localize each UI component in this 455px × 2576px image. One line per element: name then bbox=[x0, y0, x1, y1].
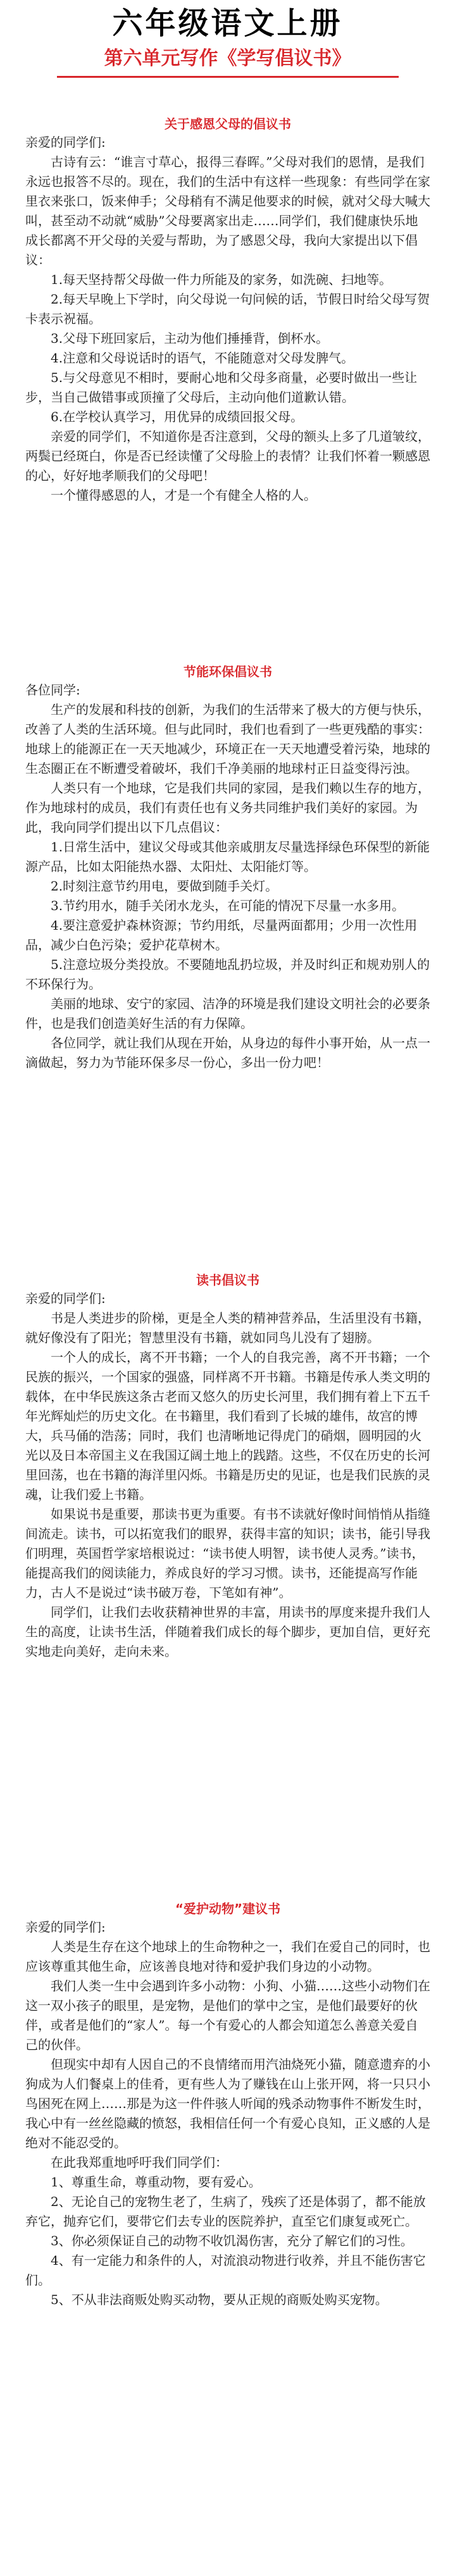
page-header bbox=[0, 0, 455, 115]
essay-title: “爱护动物”建议书 bbox=[175, 1901, 281, 1916]
list-item: 4、有一定能力和条件的人，对流浪动物进行收养，并且不能伤害它们。 bbox=[25, 2253, 426, 2288]
essay-body bbox=[25, 1918, 430, 2310]
list-item: 3.父母下班回家后，主动为他们捶捶背，倒杯水。 bbox=[51, 331, 329, 346]
salutation: 亲爱的同学们: bbox=[25, 1920, 106, 1935]
page-title: 六年级语文上册 bbox=[112, 6, 343, 41]
paragraph: 在此我郑重地呼吁我们同学们： bbox=[51, 2155, 228, 2170]
salutation: 各位同学: bbox=[25, 682, 80, 698]
paragraph: 生产的发展和科技的创新，为我们的生活带来了极大的方便与快乐，改善了人类的生活环境。但与此同时，我们也看到了一些更残酷的事实：地球上的能源正在一天天地减少，环境正在一天天地遭受着污染，地球的生态圈正在不断遭受着破坏，我们千净美丽的地球村正日益变得污浊。 bbox=[25, 702, 430, 776]
essay-title: 节能环保倡议书 bbox=[184, 664, 272, 679]
paragraph: 如果说书是重要，那读书更为重要。有书不读就好像时间悄悄从指缝间流走。读书，可以拓宽我们的眼界，获得丰富的知识；读书，能引导我们明理，英国哲学家培根说过：“读书使人明智，读书使人灵秀。”读书，能提高我们的阅读能力，养成良好的学习习惯。读书，还能提高写作能力，古人不是说过“读书破万卷，下笔如有神”。 bbox=[25, 1507, 430, 1600]
paragraph: 人类只有一个地球，它是我们共同的家园，是我们赖以生存的地方，作为地球村的成员，我们有责任也有义务共同维护我们美好的家园。为此，我向同学们提出以下几点倡议： bbox=[25, 780, 430, 835]
paragraph: 一个懂得感恩的人，才是一个有健全人格的人。 bbox=[51, 488, 316, 503]
list-item: 5.与父母意见不相时，要耐心地和父母多商量，必要时做出一些让步，当自己做错事或顶撞了父母后，主动向他们道歉认错。 bbox=[25, 370, 418, 405]
list-item: 4.要注意爱护森林资源；节约用纸，尽量两面都用；少用一次性用品，减少白色污染；爱护花草树木。 bbox=[25, 918, 418, 952]
paragraph: 书是人类进步的阶梯，更是全人类的精神营养品，生活里没有书籍，就好像没有了阳光；智慧里没有书籍，就如同鸟儿没有了翅膀。 bbox=[25, 1310, 430, 1345]
essay-gratitude bbox=[25, 115, 430, 505]
paragraph: 同学们，让我们去收获精神世界的丰富，用读书的厚度来提升我们人生的高度，让读书生活，伴随着我们成长的每个脚步，更加自信，更好充实地走向美好，走向未来。 bbox=[25, 1605, 430, 1659]
list-item: 6.在学校认真学习，用优异的成绩回报父母。 bbox=[51, 409, 304, 424]
paragraph: 但现实中却有人因自己的不良情绪而用汽油烧死小猫，随意遗弃的小狗成为人们餐桌上的佳肴，更有些人为了赚钱在山上张开网，将一只只小鸟困死在网上……那是为这一件件骇人听闻的残杀动物事件不断发生时，我心中有一丝丝隐藏的愤怒，我相信任何一个有爱心良知，正义感的人是绝对不能忍受的。 bbox=[25, 2057, 430, 2150]
essay-body bbox=[25, 1289, 430, 1661]
list-item: 5、不从非法商贩处购买动物，要从正规的商贩处购买宠物。 bbox=[51, 2292, 388, 2307]
list-item: 2.每天早晚上下学时，向父母说一句问候的话，节假日时给父母写贺卡表示祝福。 bbox=[25, 292, 430, 326]
salutation: 亲爱的同学们: bbox=[25, 135, 106, 150]
paragraph: 美丽的地球、安宁的家园、洁净的环境是我们建设文明社会的必要条件，也是我们创造美好生活的有力保障。 bbox=[25, 996, 430, 1031]
essay-energy-saving bbox=[25, 663, 430, 1073]
essay-body bbox=[25, 133, 430, 505]
list-item: 3.节约用水，随手关闭水龙头，在可能的情况下尽量一水多用。 bbox=[51, 898, 405, 913]
essay-body bbox=[25, 681, 430, 1073]
header-divider bbox=[57, 76, 399, 78]
essay-title: 关于感恩父母的倡议书 bbox=[165, 116, 291, 132]
page-subtitle: 第六单元写作《学写倡议书》 bbox=[104, 47, 351, 70]
paragraph: 亲爱的同学们，不知道你是否注意到，父母的额头上多了几道皱纹，两鬓已经斑白，你是否已经读懂了父母脸上的表情？让我们怀着一颗感恩的心，好好地孝顺我们的父母吧！ bbox=[25, 429, 430, 483]
essay-reading bbox=[25, 1271, 430, 1661]
list-item: 4.注意和父母说话时的语气，不能随意对父母发脾气。 bbox=[51, 350, 354, 366]
list-item: 2.时刻注意节约用电，要做到随手关灯。 bbox=[51, 878, 278, 894]
list-item: 5.注意垃圾分类投放。不要随地乱扔垃圾，并及时纠正和规劝别人的不环保行为。 bbox=[25, 957, 430, 992]
list-item: 2、无论自己的宠物生老了，生病了，残疾了还是体弱了，都不能放弃它，抛弃它们，要带它们去专业的医院养护，直至它们康复或死亡。 bbox=[25, 2194, 426, 2229]
salutation: 亲爱的同学们: bbox=[25, 1291, 106, 1306]
paragraph: 人类是生存在这个地球上的生命物种之一，我们在爱自己的同时，也应该尊重其他生命，应该善良地对待和爱护我们身边的小动物。 bbox=[25, 1939, 430, 1974]
list-item: 3、你必须保证自己的动物不收饥渴伤害，充分了解它们的习性。 bbox=[51, 2233, 413, 2248]
essay-title: 读书倡议书 bbox=[196, 1273, 259, 1288]
paragraph: 我们人类一生中会遇到许多小动物：小狗、小猫……这些小动物们在这一双小孩子的眼里，是宠物，是他们的掌中之宝，是他们最要好的伙伴，或者是他们的“家人”。每一个有爱心的人都会知道怎么善意关爱自己的伙伴。 bbox=[25, 1978, 430, 2052]
list-item: 1.日常生活中，建议父母或其他亲戚朋友尽量选择绿色环保型的新能源产品，比如太阳能热水器、太阳灶、太阳能灯等。 bbox=[25, 839, 430, 874]
paragraph: 各位同学，就让我们从现在开始，从身边的每件小事开始，从一点一滴做起，努力为节能环保多尽一份心，多出一份力吧！ bbox=[25, 1035, 430, 1070]
paragraph: 古诗有云：“谁言寸草心，报得三春晖。”父母对我们的恩情，是我们永远也报答不尽的。现在，我们的生活中有这样一些现象：有些同学在家里衣来张口，饭来伸手；父母稍有不满足他要求的时候，就对父母大喊大叫，甚至动不动就“威胁”父母要离家出走……同学们，我们健康快乐地成长都离不开父母的关爱与帮助，为了感恩父母，我向大家提出以下倡议： bbox=[25, 154, 430, 268]
essay-animal-protection bbox=[25, 1900, 430, 2310]
paragraph: 一个人的成长，离不开书籍；一个人的自我完善，离不开书籍；一个民族的振兴，一个国家的强盛，同样离不开书籍。书籍是传承人类文明的载体，在中华民族这条古老而又悠久的历史长河里，我们拥有着上下五千年光辉灿烂的历史文化。在书籍里，我们看到了长城的雄伟，故宫的博大，兵马俑的浩荡；同时，我们 也清晰地记得虎门的硝烟，圆明园的火光以及日本帝国主义在我国辽阔土地上的践踏。这些，不仅在历史的长河里回荡，也在书籍的海洋里闪烁。书籍是历史的见证，也是我们民族的灵魂，让我们爱上书籍。 bbox=[25, 1350, 430, 1502]
list-item: 1.每天坚持帮父母做一件力所能及的家务，如洗碗、扫地等。 bbox=[51, 272, 392, 287]
list-item: 1、尊重生命，尊重动物，要有爱心。 bbox=[51, 2174, 261, 2190]
